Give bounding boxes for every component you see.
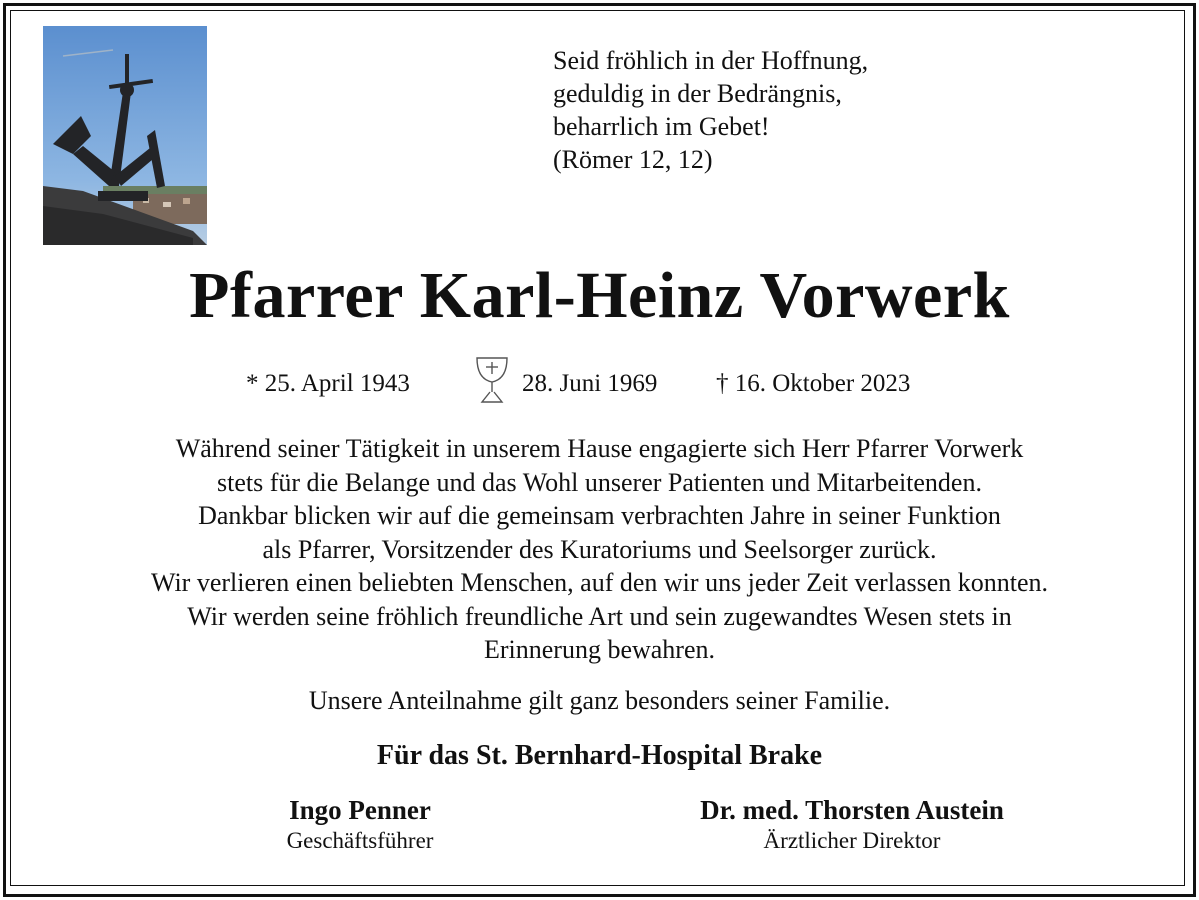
verse-line: beharrlich im Gebet!	[553, 112, 770, 141]
life-dates	[0, 354, 1199, 408]
eulogy-text	[40, 432, 1159, 667]
eulogy-line: Dankbar blicken wir auf die gemeinsam verbrachten Jahre in seiner Funktion	[198, 501, 1001, 530]
verse-reference: (Römer 12, 12)	[553, 145, 713, 174]
chalice-icon	[474, 354, 510, 406]
eulogy-line: Während seiner Tätigkeit in unserem Hause engagierte sich Herr Pfarrer Vorwerk	[175, 434, 1024, 463]
ordination-date: 28. Juni 1969	[522, 370, 658, 397]
eulogy-line: Erinnerung bewahren.	[483, 635, 716, 664]
anchor-sculpture-photo	[43, 26, 207, 245]
eulogy-line: Wir verlieren einen beliebten Menschen, auf den wir uns jeder Zeit verlassen konnten.	[150, 568, 1049, 597]
signer-right	[640, 794, 1064, 856]
eulogy-line: Wir werden seine fröhlich freundliche Art und sein zugewandtes Wesen stets in	[187, 601, 1012, 631]
signer-role: Ärztlicher Direktor	[763, 828, 941, 853]
condolence-text: Unsere Anteilnahme gilt ganz besonders seiner Familie.	[308, 686, 891, 715]
verse-line: Seid fröhlich in der Hoffnung,	[553, 46, 869, 75]
eulogy-line: stets für die Belange und das Wohl unserer Patienten und Mitarbeitenden.	[217, 467, 982, 497]
signer-name: Dr. med. Thorsten Austein	[700, 795, 1004, 825]
birth-date: * 25. April 1943	[246, 370, 410, 397]
death-date: † 16. Oktober 2023	[716, 370, 911, 397]
eulogy-line: als Pfarrer, Vorsitzender des Kuratoriums und Seelsorger zurück.	[262, 534, 937, 564]
deceased-name: Pfarrer Karl-Heinz Vorwerk	[189, 259, 1010, 332]
signer-name: Ingo Penner	[289, 795, 431, 825]
signer-left	[210, 794, 510, 856]
bible-verse	[553, 44, 1013, 176]
signer-role: Geschäftsführer	[286, 828, 434, 853]
organization-name: Für das St. Bernhard-Hospital Brake	[376, 740, 823, 771]
verse-line: geduldig in der Bedrängnis,	[553, 79, 842, 108]
